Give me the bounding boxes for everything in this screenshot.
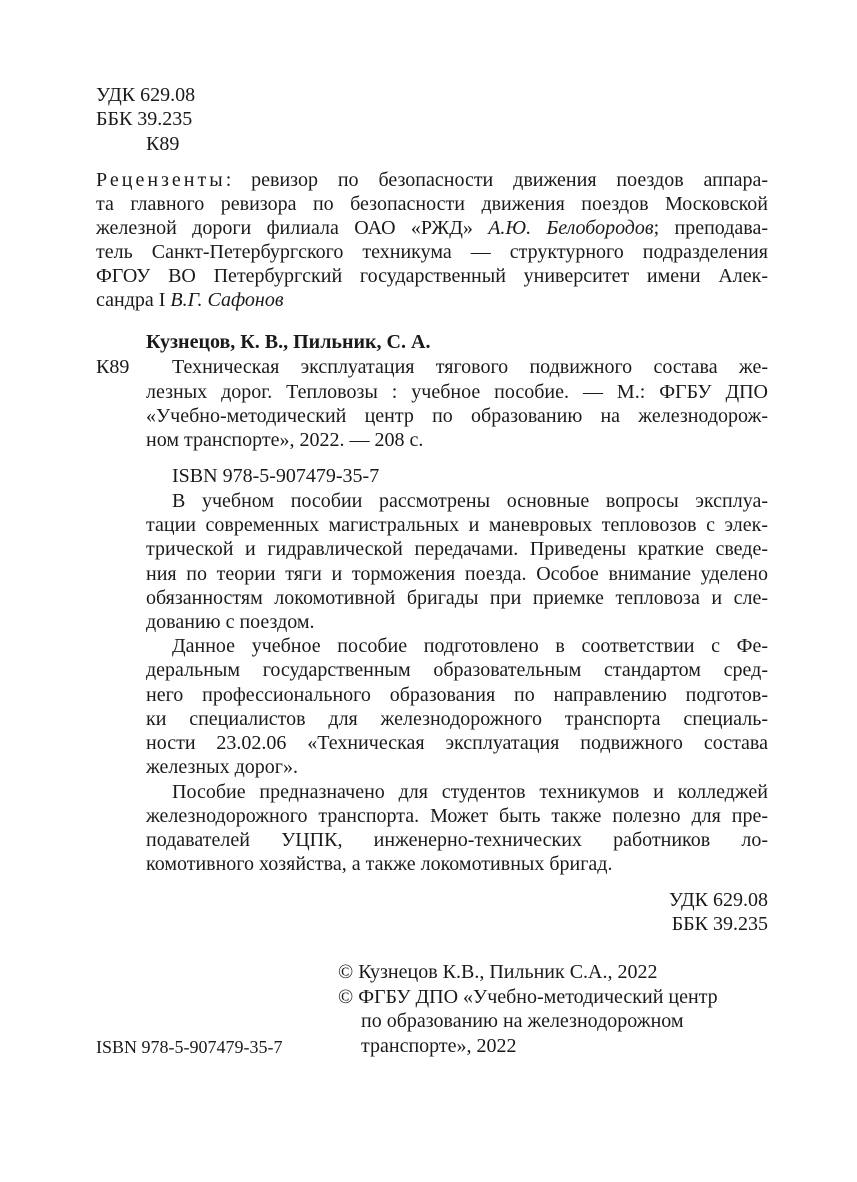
abstract-3-line-1: Пособие предназначено для студентов техникумов и колледжей xyxy=(172,781,768,803)
udk-code-bottom: УДК 629.08 xyxy=(668,889,768,911)
bbk-code-bottom: ББК 39.235 xyxy=(671,913,768,935)
abstract-2-line-3: него профессионального образования по направлению подготов- xyxy=(146,684,768,706)
abstract-1-line-5: обязанностям локомотивной бригады при приемке тепловоза и сле- xyxy=(146,587,768,609)
bib-line-4: ном транспорте», 2022. — 208 с. xyxy=(146,429,424,451)
bib-line-3: «Учебно-методический центр по образованию на железнодорож- xyxy=(146,405,768,427)
abstract-1-line-2: тации современных магистральных и маневровых тепловозов с элек- xyxy=(146,514,768,536)
author-mark: К89 xyxy=(146,133,180,155)
bbk-code: ББК 39.235 xyxy=(96,108,193,130)
udk-code: УДК 629.08 xyxy=(96,84,196,106)
isbn-bottom: ISBN 978-5-907479-35-7 xyxy=(96,1037,283,1057)
authors-heading: Кузнецов, К. В., Пильник, С. А. xyxy=(146,331,431,353)
reviewers-line-1: Рецензенты: ревизор по безопасности движения поездов аппара- xyxy=(96,169,768,191)
abstract-2-line-1: Данное учебное пособие подготовлено в соответствии с Фе- xyxy=(172,635,768,657)
reviewers-label: Рецензенты xyxy=(96,169,226,191)
reviewers-line-5: ФГОУ ВО Петербургский государственный университет имени Алек- xyxy=(96,265,768,287)
copyright-publisher-line-2: по образованию на железнодорожном xyxy=(361,1010,684,1032)
reviewer-name: В.Г. Сафонов xyxy=(170,289,284,311)
copyright-publisher-line-3: транспорте», 2022 xyxy=(361,1035,517,1057)
author-mark-bib: К89 xyxy=(96,356,130,378)
abstract-1-line-6: дованию с поездом. xyxy=(146,611,315,633)
copyright-publisher-line-1: © ФГБУ ДПО «Учебно-методический центр xyxy=(338,986,718,1008)
reviewers-line-4: тель Санкт-Петербургского техникума — структурного подразделения xyxy=(96,241,768,263)
copyright-authors: © Кузнецов К.В., Пильник С.А., 2022 xyxy=(338,961,658,983)
abstract-3-line-4: комотивного хозяйства, а также локомотивных бригад. xyxy=(146,853,613,875)
bib-line-2: лезных дорог. Тепловозы : учебное пособие. — М.: ФГБУ ДПО xyxy=(146,381,768,403)
abstract-1-line-1: В учебном пособии рассмотрены основные вопросы эксплуа- xyxy=(172,490,768,512)
reviewer-name: А.Ю. Белобородов xyxy=(488,217,654,239)
isbn-main: ISBN 978-5-907479-35-7 xyxy=(172,465,380,487)
abstract-2-line-2: деральным государственным образовательным стандартом сред- xyxy=(146,659,768,681)
abstract-3-line-3: подавателей УЦПК, инженерно-технических работников ло- xyxy=(146,829,768,851)
abstract-2-line-5: ности 23.02.06 «Техническая эксплуатация подвижного состава xyxy=(146,732,768,754)
abstract-2-line-4: ки специалистов для железнодорожного транспорта специаль- xyxy=(146,708,768,730)
reviewers-line-6: сандра I В.Г. Сафонов xyxy=(96,289,284,311)
reviewers-line-3: железной дороги филиала ОАО «РЖД» А.Ю. Белобородов; преподава- xyxy=(96,217,768,239)
abstract-3-line-2: железнодорожного транспорта. Может быть также полезно для пре- xyxy=(146,805,768,827)
reviewers-line-2: та главного ревизора по безопасности движения поездов Московской xyxy=(96,193,768,215)
abstract-1-line-4: ния по теории тяги и торможения поезда. Особое внимание уделено xyxy=(146,563,768,585)
abstract-2-line-6: железных дорог». xyxy=(146,756,298,778)
bib-line-1: Техническая эксплуатация тягового подвижного состава же- xyxy=(172,356,768,378)
abstract-1-line-3: трической и гидравлической передачами. Приведены краткие сведе- xyxy=(146,538,768,560)
